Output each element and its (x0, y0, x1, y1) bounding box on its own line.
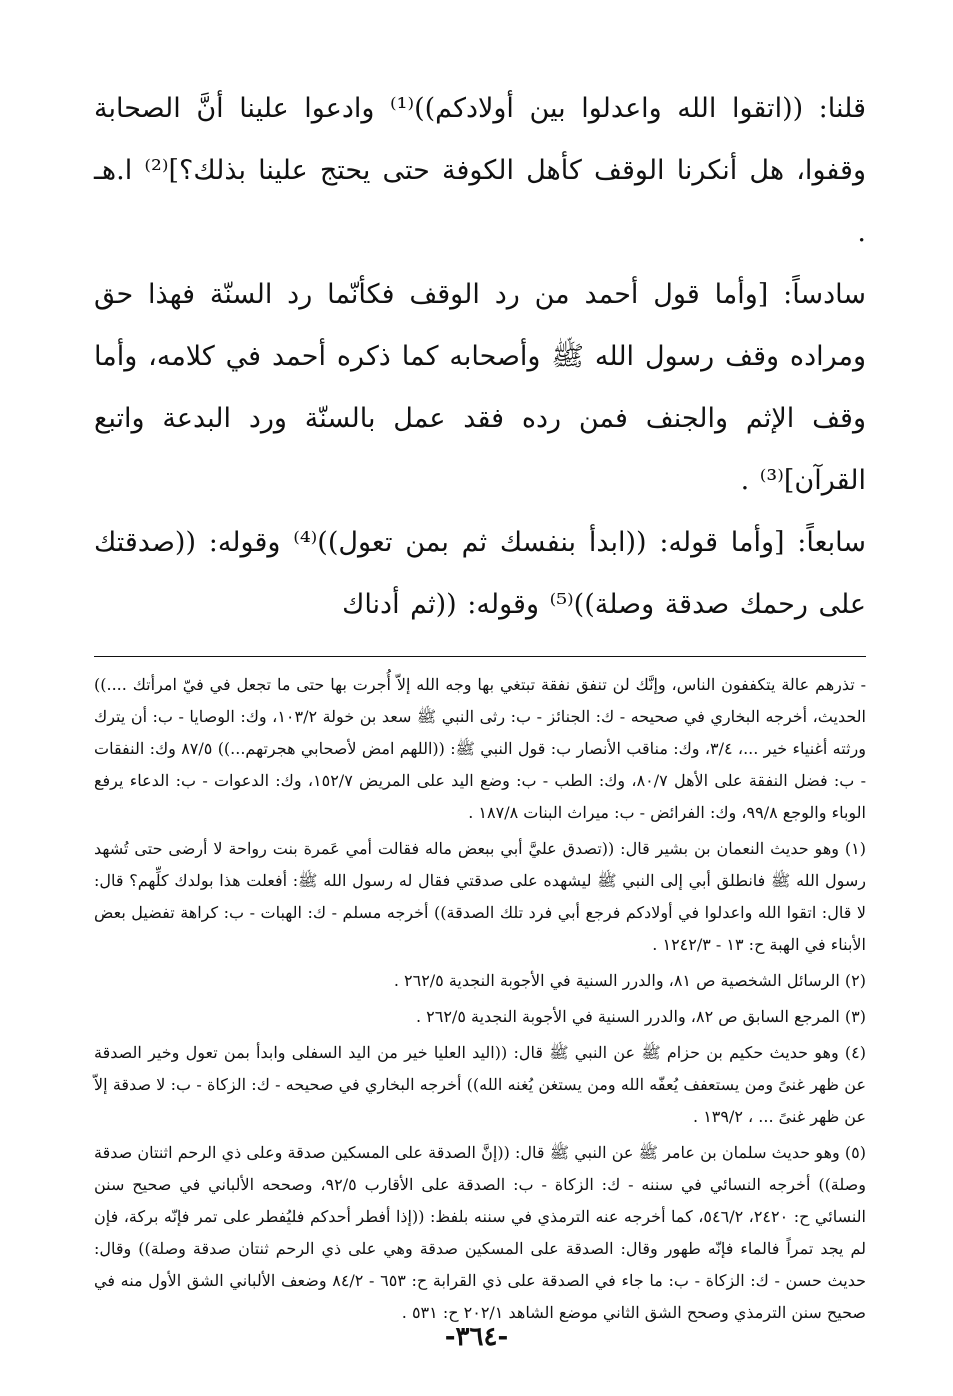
page-content (94, 78, 866, 1329)
footnote-5: (٥) وهو حديث سلمان بن عامر ﷺ عن النبي ﷺ قال: ((إنَّ الصدقة على المسكين صدقة وعلى ذي الرحم اثنتان صدقة وصلة)) أخرجه النسائي في سننه - ك: الزكاة - ب: الصدقة على الأقارب ٩٢/٥، وصححه الألباني في صحيح سنن النسائي ح: ٢٤٢٠، ٥٤٦/٢، كما أخرجه عنه الترمذي في سننه بلفظ: ((إذا أفطر أحدكم فليُفطر على تمر فإنّه بركة، فإن لم يجد تمراً فالماء فإنّه طهور وقال: الصدقة على المسكين صدقة وهي على ذي الرحم ثنتان صدقة وصلة)) وقال: حديث حسن - ك: الزكاة - ب: ما جاء في الصدقة على ذي القرابة ح: ٦٥٣ - ٨٤/٢ وضعف الألباني الشق الأول منه في صحيح سنن الترمذي وصحح الشق الثاني موضع الشاهد ٢٠٢/١ ح: ٥٣١ . (94, 1143, 866, 1322)
footnote-4: (٤) وهو حديث حكيم بن حزام ﷺ عن النبي ﷺ قال: ((اليد العليا خير من اليد السفلى وابدأ بمن تعول وخير الصدقة عن ظهر غنىً ومن يستعفف يُعفّه الله ومن يستغن يُغنه الله)) أخرجه البخاري في صحيحه - ك: الزكاة - ب: لا صدقة إلاّ عن ظهر غنىً ... ، ١٣٩/٢ . (94, 1043, 867, 1126)
footnote-1: (١) وهو حديث النعمان بن بشير قال: ((تصدق عليَّ أبي ببعض ماله فقالت أمي عَمرة بنت رواحة لا أرضى حتى تُشهد رسول الله ﷺ فانطلق أبي إلى النبي ﷺ ليشهده على صدقتي فقال له رسول الله ﷺ: أفعلت هذا بولدك كلِّهم؟ قال: لا قال: اتقوا الله واعدلوا في أولادكم فرجع أبي فرد تلك الصدقة)) أخرجه مسلم - ك: الهبات - ب: كراهة تفضيل بعض الأبناء في الهبة ح: ١٣ - ١٢٤٢/٣ . (94, 839, 866, 954)
footnote-separator (94, 656, 866, 657)
main-paragraph-3: سابعاً: [وأما قوله: ((ابدأ بنفسك ثم بمن تعول))⁽⁴⁾ وقوله: ((صدقتك على رحمك صدقة وصلة))⁽⁵⁾ وقوله: ((ثم أدناك (94, 527, 866, 620)
footnote-2: (٢) الرسائل الشخصية ص ٨١، والدرر السنية في الأجوبة النجدية ٢٦٢/٥ . (393, 971, 866, 990)
footnote-3: (٣) المرجع السابق ص ٨٢، والدرر السنية في الأجوبة النجدية ٢٦٢/٥ . (415, 1007, 866, 1026)
footnote-continuation: - تذرهم عالة يتكففون الناس، وإنَّك لن تنفق نفقة تبتغي بها وجه الله إلاّ أُجرت بها حتى ما تجعل في فيّ امرأتك ....)) الحديث، أخرجه البخاري في صحيحه - ك: الجنائز - ب: رثى النبي ﷺ سعد بن خولة ١٠٣/٢، وك: الوصايا - ب: أن يترك ورثته أغنياء خير ...، ٣/٤، وك: مناقب الأنصار ب: قول النبي ﷺ: ((اللهم امض لأصحابي هجرتهم...)) ٨٧/٥ وك: النفقات - ب: فضل النفقة على الأهل ٨٠/٧، وك: الطب - ب: وضع اليد على المريض ١٥٢/٧، وك: الدعوات - ب: الدعاء يرفع الوباء والوجع ٩٩/٨، وك: الفرائض - ب: ميراث البنات ١٨٧/٨ . (94, 675, 867, 822)
page-number: -٣٦٤- (444, 1322, 509, 1352)
main-text (94, 78, 866, 636)
main-paragraph-2: سادساً: [وأما قول أحمد من رد الوقف فكأنّما رد السنّة فهذا حق ومراده وقف رسول الله ﷺ وأصحابه كما ذكره أحمد في كلامه، وأما وقف الإثم والجنف فمن رده فقد عمل بالسنّة ورد البدعة واتبع القرآن]⁽³⁾ . (94, 279, 866, 496)
main-paragraph-1: قلنا: ((اتقوا الله واعدلوا بين أولادكم))⁽¹⁾ وادعوا علينا أنَّ الصحابة وقفوا، هل أنكرنا الوقف كأهل الكوفة حتى يحتج علينا بذلك؟]⁽²⁾ ا.هـ . (94, 93, 866, 248)
footnotes (94, 669, 866, 1329)
